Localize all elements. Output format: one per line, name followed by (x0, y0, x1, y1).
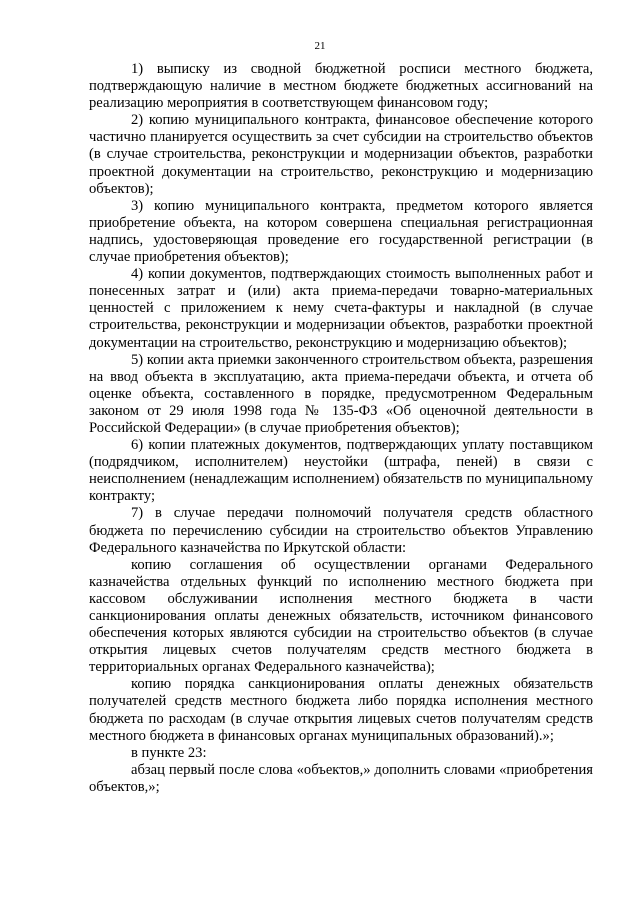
paragraph-2: 2) копию муниципального контракта, финансовое обеспечение которого частично планируется осуществить за счет субсидии на строительство объектов (в случае строительства, реконструкции и модернизации объектов, разработки проектной документации на строительство, реконструкцию и модернизацию объектов); (89, 112, 593, 197)
paragraph-3: 3) копию муниципального контракта, предметом которого является приобретение объекта, на котором совершена специальная регистрационная надпись, удостоверяющая проведение его государственной регистрации (в случае приобретения объектов); (89, 197, 593, 266)
paragraph-4: 4) копии документов, подтверждающих стоимость выполненных работ и понесенных затрат и (или) акта приема-передачи товарно-материальных ценностей с приложением к нему счета-фактуры и накладной (в случае строительства, реконструкции и модернизации объектов, разработки проектной документации на строительство, реконструкцию и модернизацию объектов); (89, 266, 593, 351)
document-body (89, 61, 593, 796)
paragraph-9: копию порядка санкционирования оплаты денежных обязательств получателей средств местного бюджета либо порядка исполнения местного бюджета по расходам (в случае открытия лицевых счетов получателям средств местного бюджета в финансовых органах муниципальных образований).»; (89, 676, 593, 744)
paragraph-1: 1) выписку из сводной бюджетной росписи местного бюджета, подтверждающую наличие в местном бюджете бюджетных ассигнований на реализацию мероприятия в соответствующем финансовом году; (89, 61, 593, 112)
paragraph-8: копию соглашения об осуществлении органами Федерального казначейства отдельных функций по исполнению местного бюджета при кассовом обслуживании исполнения местного бюджета в части санкционирования оплаты денежных обязательств, источником финансового обеспечения которых являются субсидии на строительство объектов (в случае открытия лицевых счетов получателям средств местного бюджета в территориальных органах Федерального казначейства); (89, 556, 593, 676)
paragraph-11: абзац первый после слова «объектов,» дополнить словами «приобретения объектов,»; (89, 761, 593, 795)
page-number: 21 (314, 40, 326, 52)
paragraph-7: 7) в случае передачи полномочий получателя средств областного бюджета по перечислению субсидии на строительство объектов Управлению Федерального казначейства по Иркутской области: (89, 505, 593, 556)
paragraph-10: в пункте 23: (131, 744, 207, 761)
paragraph-6: 6) копии платежных документов, подтверждающих уплату поставщиком (подрядчиком, исполнителем) неустойки (штрафа, пеней) в связи с неисполнением (ненадлежащим исполнением) обязательств по муниципальному контракту; (89, 437, 593, 505)
paragraph-5: 5) копии акта приемки законченного строительством объекта, разрешения на ввод объекта в эксплуатацию, акта приема-передачи объекта, и отчета об оценке объекта, составленного в порядке, предусмотренном Федеральным законом от 29 июля 1998 года № 135-ФЗ «Об оценочной деятельности в Российской Федерации» (в случае приобретения объектов); (89, 351, 593, 436)
